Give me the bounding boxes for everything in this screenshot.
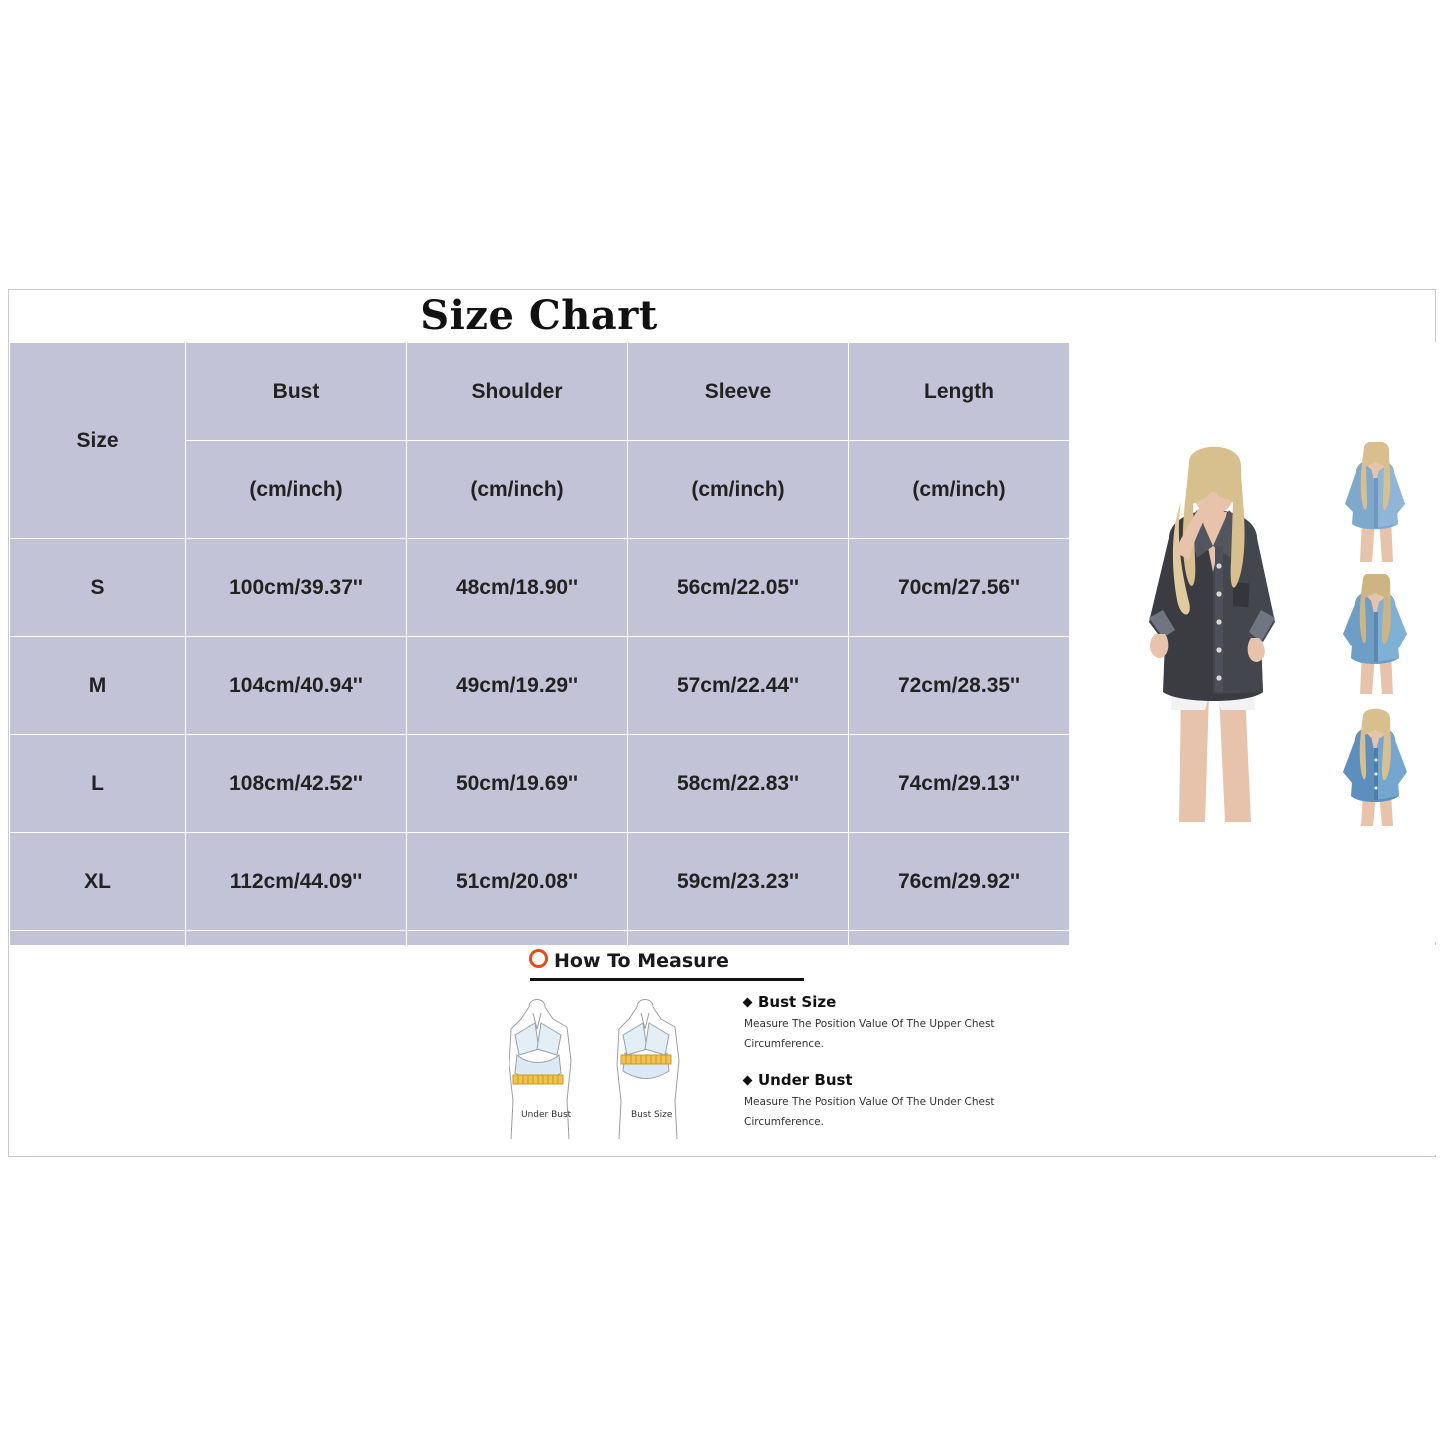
product-photo-thumb[interactable] <box>1329 706 1419 830</box>
unit-length: (cm/inch) <box>849 441 1070 539</box>
unit-bust: (cm/inch) <box>186 441 407 539</box>
cell-length: 72cm/28.35'' <box>849 637 1070 735</box>
cell-length: 76cm/29.92'' <box>849 833 1070 931</box>
cell-shoulder: 48cm/18.90'' <box>407 539 628 637</box>
diamond-bullet-icon <box>743 998 753 1008</box>
product-photo-main <box>1109 442 1317 832</box>
column-header-size: Size <box>10 343 186 539</box>
diamond-bullet-icon <box>743 1075 753 1085</box>
measure-item-heading <box>744 1071 1004 1089</box>
table-row <box>10 539 1070 637</box>
column-header-length: Length <box>849 343 1070 441</box>
bullet-circle-icon <box>529 949 548 968</box>
cell-sleeve: 58cm/22.83'' <box>628 735 849 833</box>
measure-item-body: Measure The Position Value Of The Under Chest Circumference. <box>744 1095 995 1128</box>
measure-heading-text: Bust Size <box>758 993 837 1011</box>
how-to-measure-title <box>529 949 729 972</box>
product-photo-thumb[interactable] <box>1329 574 1419 698</box>
table-header-row <box>10 343 1070 441</box>
cell-size: XL <box>10 833 186 931</box>
table-row <box>10 735 1070 833</box>
unit-sleeve: (cm/inch) <box>628 441 849 539</box>
measure-heading-text: Under Bust <box>758 1070 853 1089</box>
how-to-measure-label: How To Measure <box>554 950 729 972</box>
cell-bust: 100cm/39.37'' <box>186 539 407 637</box>
cell-bust: 104cm/40.94'' <box>186 637 407 735</box>
table-row <box>10 833 1070 931</box>
size-chart-card <box>8 289 1436 1157</box>
size-table-container <box>9 342 1069 942</box>
size-table <box>9 342 1070 1029</box>
measure-instructions <box>744 993 1004 1149</box>
measure-item-heading <box>744 993 1004 1011</box>
cell-size: M <box>10 637 186 735</box>
cell-shoulder: 50cm/19.69'' <box>407 735 628 833</box>
cell-bust: 108cm/42.52'' <box>186 735 407 833</box>
figure-label-bust-size: Bust Size <box>631 1110 673 1120</box>
column-header-bust: Bust <box>186 343 407 441</box>
cell-size: S <box>10 539 186 637</box>
cell-size: L <box>10 735 186 833</box>
cell-length: 74cm/29.13'' <box>849 735 1070 833</box>
measure-diagram <box>509 989 739 1144</box>
product-photo-panel <box>1071 342 1436 942</box>
how-to-measure-section <box>9 945 1437 1155</box>
table-row <box>10 637 1070 735</box>
cell-sleeve: 56cm/22.05'' <box>628 539 849 637</box>
cell-sleeve: 59cm/23.23'' <box>628 833 849 931</box>
page-title: Size Chart <box>420 292 658 339</box>
measure-item-body: Measure The Position Value Of The Upper Chest Circumference. <box>744 1018 995 1050</box>
cell-sleeve: 57cm/22.44'' <box>628 637 849 735</box>
cell-shoulder: 51cm/20.08'' <box>407 833 628 931</box>
title-underline <box>530 978 804 981</box>
column-header-shoulder: Shoulder <box>407 343 628 441</box>
column-header-sleeve: Sleeve <box>628 343 849 441</box>
figure-label-under-bust: Under Bust <box>521 1110 572 1120</box>
cell-bust: 112cm/44.09'' <box>186 833 407 931</box>
cell-shoulder: 49cm/19.29'' <box>407 637 628 735</box>
cell-length: 70cm/27.56'' <box>849 539 1070 637</box>
product-photo-thumb[interactable] <box>1329 442 1419 566</box>
unit-shoulder: (cm/inch) <box>407 441 628 539</box>
